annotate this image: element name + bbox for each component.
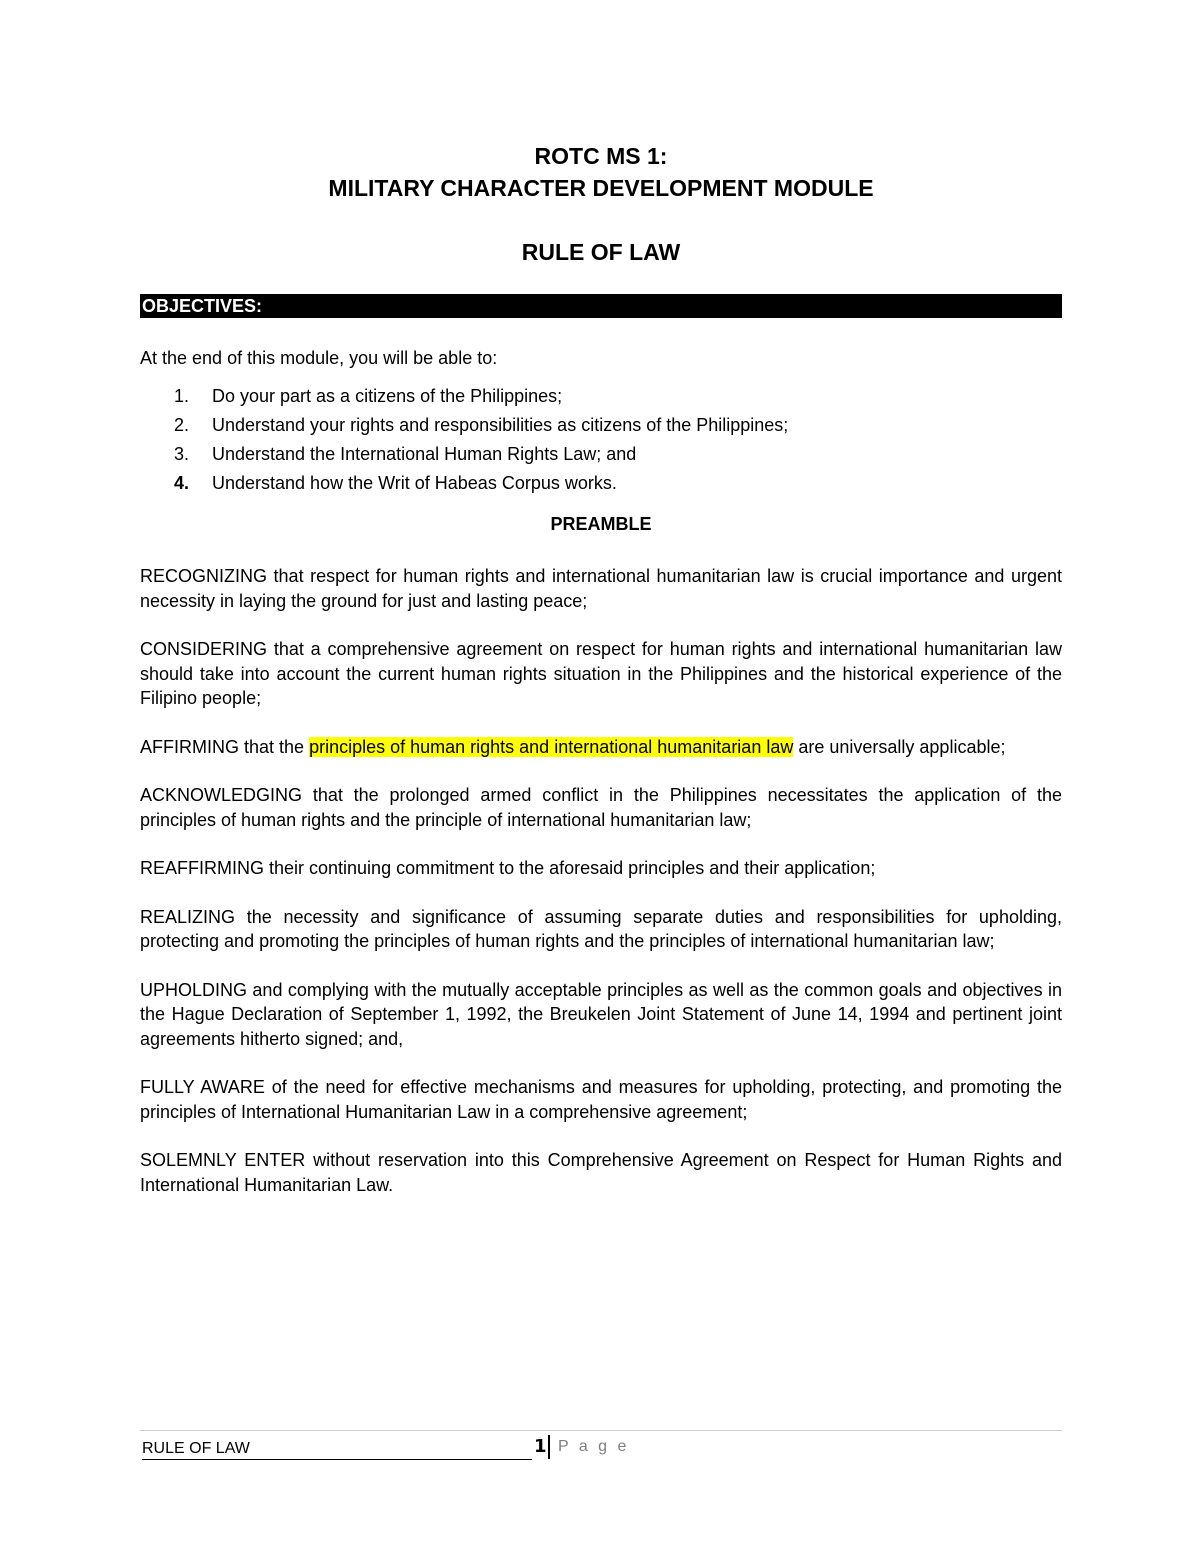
objective-item: [140, 382, 1062, 411]
course-title: ROTC MS 1:: [534, 143, 668, 169]
objective-number: 2.: [174, 415, 190, 435]
module-title: MILITARY CHARACTER DEVELOPMENT MODULE: [328, 175, 874, 201]
footer-page-number: 1: [534, 1436, 547, 1457]
objective-text: Do your part as a citizens of the Philippines;: [212, 386, 563, 406]
page-footer: [140, 1430, 1062, 1471]
subject-title-text: RULE OF LAW: [521, 239, 681, 265]
preamble-paragraph-fully-aware: FULLY AWARE of the need for effective mechanisms and measures for upholding, protecting, and promoting the principles of International Humanitarian Law in a comprehensive agreement;: [140, 1077, 1062, 1122]
objectives-intro: At the end of this module, you will be able to:: [140, 348, 498, 368]
highlighted-text: principles of human rights and international humanitarian law: [309, 736, 794, 757]
preamble-paragraph-acknowledging: ACKNOWLEDGING that the prolonged armed conflict in the Philippines necessitates the application of the principles of human rights and the principle of international humanitarian law;: [140, 785, 1062, 830]
preamble-heading: PREAMBLE: [550, 514, 652, 534]
preamble-paragraph-considering: CONSIDERING that a comprehensive agreement on respect for human rights and international humanitarian law should take into account the current human rights situation in the Philippines and the historical experience of the Filipino people;: [140, 639, 1062, 708]
objective-number: 1.: [174, 386, 190, 406]
objective-text: Understand the International Human Rights Law; and: [212, 444, 637, 464]
objective-number: 4.: [174, 473, 190, 493]
preamble-paragraph-solemnly-enter: SOLEMNLY ENTER without reservation into this Comprehensive Agreement on Respect for Human Rights and International Humanitarian Law.: [140, 1150, 1062, 1195]
preamble-paragraph-affirming: [140, 735, 1062, 760]
objective-number: 3.: [174, 444, 190, 464]
objective-text: Understand your rights and responsibilities as citizens of the Philippines;: [212, 415, 789, 435]
objective-item: [140, 469, 1062, 498]
preamble-paragraph-upholding: UPHOLDING and complying with the mutually acceptable principles as well as the common goals and objectives in the Hague Declaration of September 1, 1992, the Breukelen Joint Statement of June 14, 1994 and pertinent joint agreements hitherto signed; and,: [140, 979, 1062, 1049]
subject-title: [140, 236, 1062, 268]
objective-item: [140, 411, 1062, 440]
footer-label: RULE OF LAW: [142, 1439, 532, 1460]
footer-separator: [548, 1435, 550, 1459]
objectives-list: [140, 382, 1062, 498]
objective-item: [140, 440, 1062, 469]
preamble-paragraph-realizing: REALIZING the necessity and significance of assuming separate duties and responsibilities for upholding, protecting and promoting the principles of human rights and the principles of international humanitarian law;: [140, 906, 1062, 951]
objective-text: Understand how the Writ of Habeas Corpus works.: [212, 473, 617, 493]
objectives-heading: OBJECTIVES:: [140, 294, 1062, 318]
preamble-paragraph-recognizing: RECOGNIZING that respect for human rights and international humanitarian law is crucial importance and urgent necessity in laying the ground for just and lasting peace;: [140, 566, 1062, 611]
page-content: [140, 140, 1062, 1197]
affirming-tail: are universally applicable;: [798, 736, 1006, 757]
preamble-paragraph-reaffirming: REAFFIRMING their continuing commitment to the aforesaid principles and their application;: [140, 858, 876, 878]
footer-page-label: P a g e: [558, 1438, 630, 1455]
affirming-lead: AFFIRMING that the: [140, 736, 305, 757]
